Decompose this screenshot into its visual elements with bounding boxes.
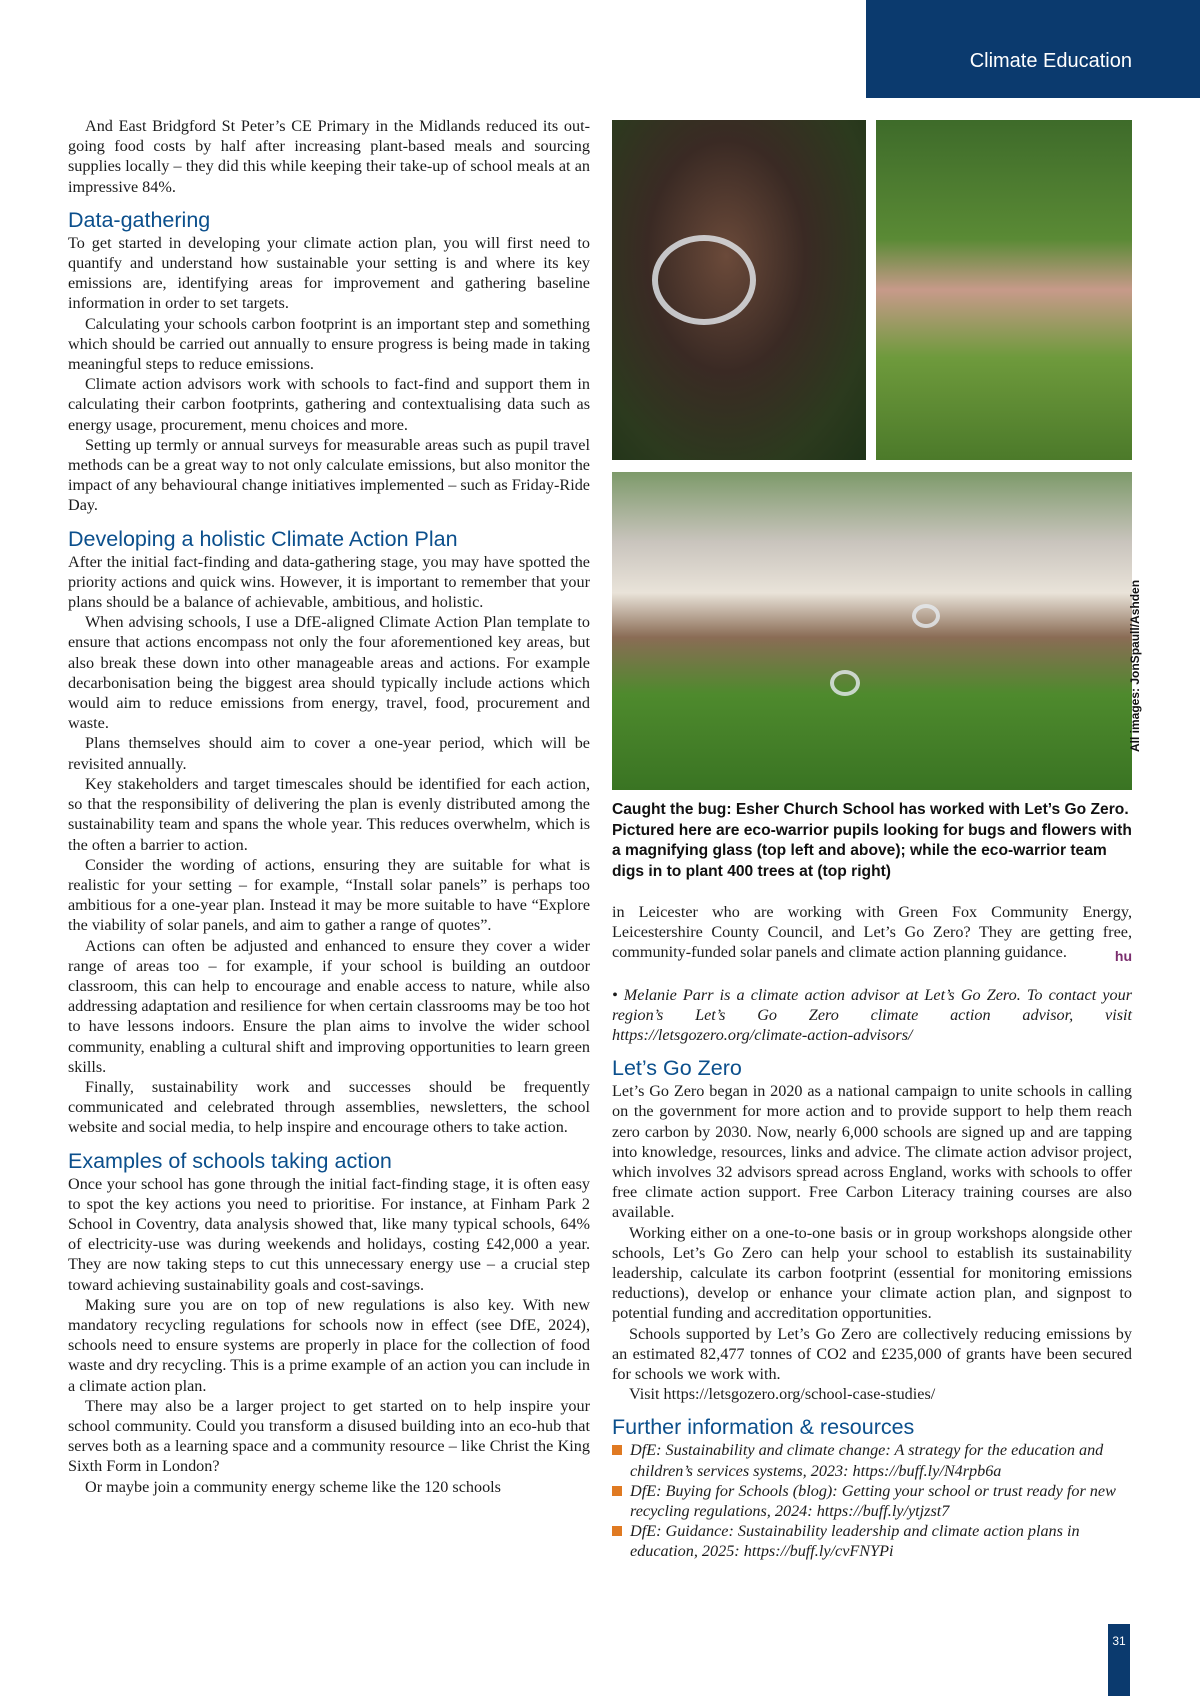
resource-text: DfE: Buying for Schools (blog): Getting your school or trust ready for new recycling regulations, 2024: https://buff.ly/ytjzst7 xyxy=(630,1481,1116,1521)
lgz-paragraph: Working either on a one-to-one basis or in group workshops alongside other schools, Let’s Go Zero can help your school to establish its sustainability leadership, calculate its carbon footprint (essential for monitoring emissions reductions), develop or enhance your climate action plan, and signpost to potential funding and accreditation opportunities. xyxy=(612,1223,1132,1323)
plan-paragraph: When advising schools, I use a DfE-aligned Climate Action Plan template to ensure that actions encompass not only the four aforementioned key areas, but also break these down into other manageable areas and actions. For example decarbonisation being the biggest area should typically include actions which would aim to reduce emissions from energy, travel, food, procurement and waste. xyxy=(68,613,590,733)
section-tab xyxy=(866,0,1200,98)
intro-paragraph: And East Bridgford St Peter’s CE Primary in the Midlands reduced its out-going food costs by half after increasing plant-based meals and sourcing supplies locally – they did this while keeping their take-up of school meals at an impressive 84%. xyxy=(68,117,590,196)
left-column xyxy=(68,116,590,1497)
data-paragraph: To get started in developing your climate action plan, you will first need to quantify and understand how sustainable your setting is and where its key emissions are, identifying areas for improvement and gathering baseline information in order to set targets. xyxy=(68,233,590,313)
resource-item xyxy=(612,1521,1132,1561)
plan-paragraph: Actions can often be adjusted and enhanced to ensure they cover a wider range of areas too – for example, if your school is building an outdoor classroom, this can help to encourage and enable access to nature, while also addressing adaptation and resilience for when certain classrooms may be too hot to have lessons indoors. Ensure the plan aims to involve the wider school community, enabling a cultural shift and improving opportunities to learn green skills. xyxy=(68,936,590,1076)
right-column xyxy=(612,902,1132,1562)
square-bullet-icon xyxy=(612,1445,622,1455)
photo-credit: All images: JonSpaull/Ashden xyxy=(1128,579,1142,752)
photo-magnifying-glass-closeup xyxy=(612,120,866,460)
data-paragraph: Setting up termly or annual surveys for measurable areas such as pupil travel methods can be a great way to not only calculate emissions, but also monitor the impact of any behavioural change initiatives implemented – such as Friday-Ride Day. xyxy=(68,435,590,515)
plan-paragraph: Finally, sustainability work and successes should be frequently communicated and celebrated through assemblies, newsletters, the school website and social media, to help inspire and encourage others to take action. xyxy=(68,1077,590,1137)
examples-paragraph: There may also be a larger project to get started on to help inspire your school community. Could you transform a disused building into an eco-hub that serves both as a learning space and a community resource – like Christ the King Sixth Form in London? xyxy=(68,1396,590,1476)
magnifying-glass-shape xyxy=(830,670,860,696)
magnifying-glass-shape xyxy=(912,604,940,628)
resource-text: DfE: Guidance: Sustainability leadership and climate action plans in education, 2025: https://buff.ly/cvFNYPi xyxy=(630,1522,1080,1561)
resource-text: DfE: Sustainability and climate change: A strategy for the education and children’s services systems, 2023: https://buff.ly/N4rpb6a xyxy=(630,1441,1104,1480)
plan-paragraph: Plans themselves should aim to cover a one-year period, which will be revisited annually. xyxy=(68,734,590,773)
examples-paragraph: Once your school has gone through the initial fact-finding stage, it is often easy to spot the key actions you need to prioritise. For instance, at Finham Park 2 School in Coventry, data analysis showed that, like many typical schools, 64% of electricity-use was during weekends and holidays, costing £42,000 a year. They are now taking steps to cut this unnecessary energy use – a crucial step toward achieving sustainability goals and cost-savings. xyxy=(68,1174,590,1294)
photo-pupils-searching-grass xyxy=(612,472,1132,790)
examples-paragraph: Making sure you are on top of new regulations is also key. With new mandatory recycling regulations for schools now in effect (see DfE, 2024), schools need to ensure systems are properly in place for the collection of food waste and dry recycling. This is a prime example of an action you can include in a climate action plan. xyxy=(68,1295,590,1395)
plan-paragraph: After the initial fact-finding and data-gathering stage, you may have spotted the priority actions and quick wins. However, it is important to remember that your plans should be a balance of achievable, ambitious, and holistic. xyxy=(68,552,590,612)
lets-go-zero-heading: Let’s Go Zero xyxy=(612,1056,742,1081)
plan-paragraph: Consider the wording of actions, ensuring they are suitable for what is realistic for your setting – for example, “Install solar panels” is perhaps too ambitious for a one-year plan. Instead it may be more suitable to have “Explore the viability of solar panels, and aim to gather a range of quotes”. xyxy=(68,855,590,935)
continued-paragraph: in Leicester who are working with Green Fox Community Energy, Leicestershire County Council, and Let’s Go Zero? They are getting free, community-funded solar panels and climate action planning guidance. xyxy=(612,903,1132,962)
author-note: • Melanie Parr is a climate action advisor at Let’s Go Zero. To contact your region’s Let’s Go Zero climate action advisor, visit https://letsgozero.org/climate-action-advisors/ xyxy=(612,985,1132,1045)
further-info-heading: Further information & resources xyxy=(612,1415,915,1440)
plan-paragraph: Key stakeholders and target timescales should be identified for each action, so that the responsibility of delivering the plan is evenly distributed among the sustainability team and spans the whole year. This reduces overwhelm, which is the often a barrier to action. xyxy=(68,774,590,854)
lgz-paragraph: Let’s Go Zero began in 2020 as a national campaign to unite schools in calling on the government for more action and to provide support to help them reach zero carbon by 2030. Now, nearly 6,000 schools are signed up and are tapping into knowledge, resources, links and advice. The climate action advisor project, which involves 32 advisors spread across England, works with schools to offer free climate action support. Free Carbon Literacy training courses are also available. xyxy=(612,1082,1132,1222)
square-bullet-icon xyxy=(612,1526,622,1536)
resource-item xyxy=(612,1481,1132,1521)
examples-heading: Examples of schools taking action xyxy=(68,1148,392,1173)
square-bullet-icon xyxy=(612,1486,622,1496)
page-number-bar xyxy=(1108,1624,1130,1696)
lgz-paragraph: Visit https://letsgozero.org/school-case-studies/ xyxy=(629,1385,936,1404)
page-number: 31 xyxy=(1112,1634,1126,1648)
resource-item xyxy=(612,1440,1132,1480)
data-gathering-heading: Data-gathering xyxy=(68,207,211,232)
end-mark-logo: hu xyxy=(1114,947,1132,964)
section-title: Climate Education xyxy=(969,50,1132,72)
data-paragraph: Calculating your schools carbon footprint is an important step and something which should be carried out annually to ensure progress is being made in taking meaningful steps to reduce emissions. xyxy=(68,314,590,374)
magnifying-glass-shape xyxy=(652,235,756,325)
photo-pupil-planting-trees xyxy=(876,120,1132,460)
photo-caption: Caught the bug: Esher Church School has worked with Let’s Go Zero. Pictured here are eco-warrior pupils looking for bugs and flowers with a magnifying glass (top left and above); while the eco-warrior team digs in to plant 400 trees at (top right) xyxy=(612,801,1132,880)
lgz-paragraph: Schools supported by Let’s Go Zero are collectively reducing emissions by an estimated 82,477 tonnes of CO2 and £235,000 of grants have been secured for schools we work with. xyxy=(612,1324,1132,1384)
plan-heading: Developing a holistic Climate Action Plan xyxy=(68,526,458,551)
data-paragraph: Climate action advisors work with schools to fact-find and support them in calculating their carbon footprints, gathering and contextualising data such as energy usage, procurement, menu choices and more. xyxy=(68,375,590,434)
resource-list xyxy=(612,1440,1132,1561)
examples-paragraph: Or maybe join a community energy scheme like the 120 schools xyxy=(85,1477,501,1496)
